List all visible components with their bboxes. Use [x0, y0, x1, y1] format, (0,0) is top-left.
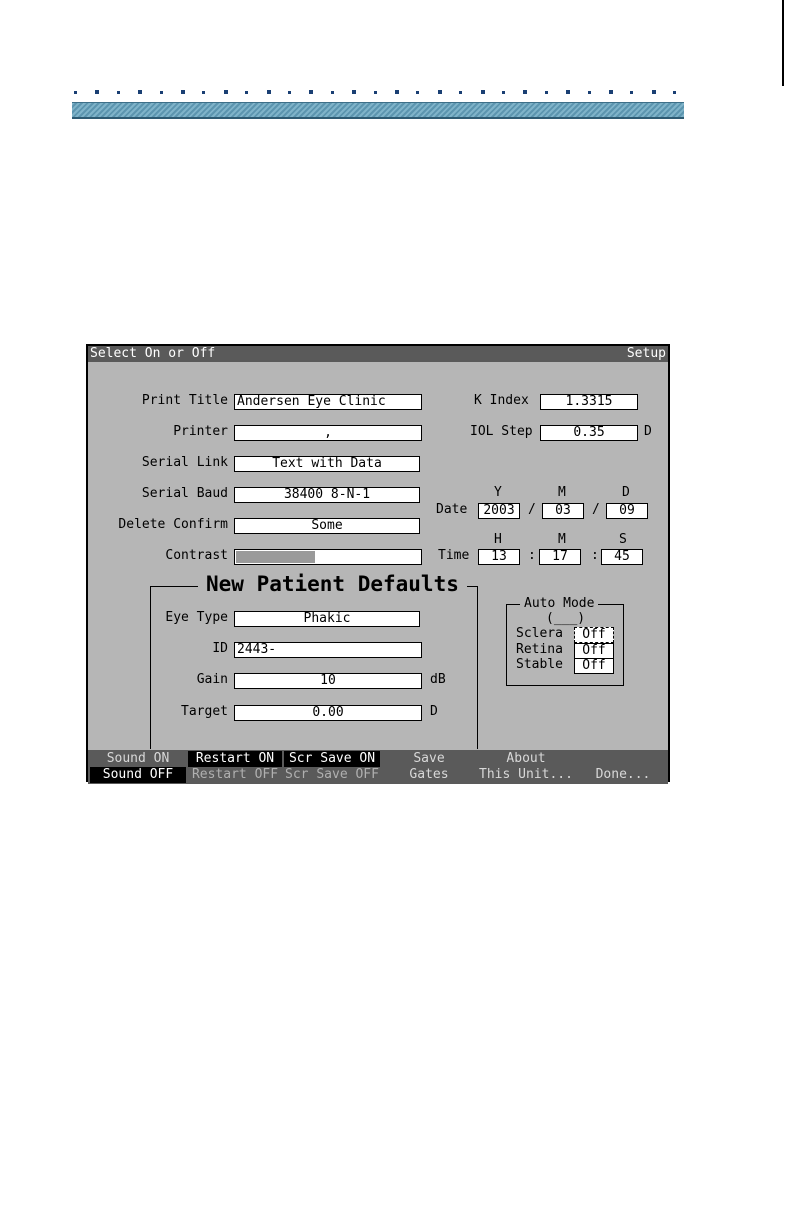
serial-link-label: Serial Link: [141, 455, 228, 470]
time-minute-header: M: [558, 532, 566, 547]
header-dot: [245, 91, 248, 94]
header-dot: [438, 90, 442, 94]
sclera-label: Sclera: [516, 626, 563, 641]
header-dot: [673, 91, 676, 94]
header-dot: [95, 90, 99, 94]
target-label: Target: [181, 704, 228, 719]
stable-toggle[interactable]: Off: [574, 658, 614, 674]
delete-confirm-field[interactable]: Some: [234, 518, 420, 534]
sound-off-button[interactable]: Sound OFF: [90, 767, 186, 783]
header-dot: [117, 91, 120, 94]
gain-field[interactable]: 10: [234, 673, 422, 689]
date-day-header: D: [622, 485, 630, 500]
header-dot: [181, 90, 185, 94]
printer-field[interactable]: ,: [234, 425, 422, 441]
about-unit-button-line2[interactable]: This Unit...: [479, 767, 573, 782]
header-dot: [609, 90, 613, 94]
header-dot: [74, 91, 77, 94]
date-separator: /: [592, 502, 600, 517]
done-button[interactable]: Done...: [595, 767, 651, 782]
header-dot: [352, 90, 356, 94]
time-hour-header: H: [494, 532, 502, 547]
eye-type-label: Eye Type: [165, 610, 228, 625]
header-dot: [481, 90, 485, 94]
header-dot: [588, 91, 591, 94]
header-dot: [202, 91, 205, 94]
status-bar: [88, 346, 668, 362]
header-dot: [309, 90, 313, 94]
date-label: Date: [436, 502, 468, 517]
header-dot: [630, 91, 633, 94]
about-unit-button-line1[interactable]: About: [506, 751, 546, 766]
save-gates-button-line2[interactable]: Gates: [409, 767, 449, 782]
time-separator: :: [591, 548, 599, 563]
print-title-field[interactable]: Andersen Eye Clinic: [234, 394, 422, 410]
time-label: Time: [438, 548, 470, 563]
time-hour-field[interactable]: 13: [478, 549, 520, 565]
page-rule-line: [782, 0, 784, 86]
time-minute-field[interactable]: 17: [539, 549, 581, 565]
screen-saver-on-button[interactable]: Scr Save ON: [284, 751, 380, 767]
target-field[interactable]: 0.00: [234, 705, 422, 721]
header-dot: [545, 91, 548, 94]
header-decorative-bar: [72, 102, 684, 119]
delete-confirm-label: Delete Confirm: [118, 517, 228, 532]
serial-baud-field[interactable]: 38400 8-N-1: [234, 487, 420, 503]
gain-label: Gain: [196, 672, 228, 687]
time-second-header: S: [619, 532, 627, 547]
screen-title: Setup: [626, 346, 666, 361]
serial-link-field[interactable]: Text with Data: [234, 456, 420, 472]
header-dot: [138, 90, 142, 94]
serial-baud-label: Serial Baud: [141, 486, 228, 501]
date-day-field[interactable]: 09: [606, 503, 648, 519]
restart-on-button[interactable]: Restart ON: [188, 751, 282, 767]
header-dot: [267, 90, 271, 94]
iol-step-field[interactable]: 0.35: [540, 425, 638, 441]
header-dot: [416, 91, 419, 94]
header-dot: [459, 91, 462, 94]
device-setup-screen: [86, 344, 670, 782]
header-dot: [374, 91, 377, 94]
save-gates-button-line1[interactable]: Save: [413, 751, 445, 766]
date-year-field[interactable]: 2003: [478, 503, 520, 519]
screen-saver-off-button[interactable]: Scr Save OFF: [285, 767, 379, 782]
status-prompt: Select On or Off: [90, 346, 216, 361]
header-dot: [288, 91, 291, 94]
time-second-field[interactable]: 45: [601, 549, 643, 565]
date-month-header: M: [558, 485, 566, 500]
iol-step-unit: D: [644, 424, 652, 439]
date-month-field[interactable]: 03: [542, 503, 584, 519]
header-dot: [566, 90, 570, 94]
time-separator: :: [528, 548, 536, 563]
header-dot: [395, 90, 399, 94]
header-dot: [502, 91, 505, 94]
header-dot: [652, 90, 656, 94]
new-patient-defaults-title: New Patient Defaults: [198, 572, 467, 596]
k-index-label: K Index: [474, 393, 529, 408]
gain-unit: dB: [430, 672, 446, 687]
id-field[interactable]: 2443-: [234, 642, 422, 658]
print-title-label: Print Title: [141, 393, 228, 408]
date-year-header: Y: [494, 485, 502, 500]
target-unit: D: [430, 704, 438, 719]
sclera-toggle[interactable]: Off: [574, 627, 614, 643]
header-dot-row: [72, 88, 684, 98]
id-label: ID: [212, 641, 228, 656]
header-dot: [224, 90, 228, 94]
sound-on-button[interactable]: Sound ON: [106, 751, 170, 766]
iol-step-label: IOL Step: [470, 424, 533, 439]
stable-label: Stable: [516, 657, 563, 672]
function-key-bar: [88, 750, 668, 784]
auto-mode-title: Auto Mode: [520, 596, 598, 612]
eye-type-field[interactable]: Phakic: [234, 611, 420, 627]
header-dot: [160, 91, 163, 94]
auto-mode-subtitle: (___): [546, 611, 586, 626]
contrast-label: Contrast: [165, 548, 228, 563]
header-dot: [523, 90, 527, 94]
retina-toggle[interactable]: Off: [574, 643, 614, 659]
contrast-slider[interactable]: [234, 549, 422, 565]
contrast-level-fill: [236, 551, 315, 563]
header-dot: [331, 91, 334, 94]
date-separator: /: [528, 502, 536, 517]
retina-label: Retina: [516, 642, 563, 657]
restart-off-button[interactable]: Restart OFF: [191, 767, 279, 782]
printer-label: Printer: [173, 424, 228, 439]
k-index-field[interactable]: 1.3315: [540, 394, 638, 410]
